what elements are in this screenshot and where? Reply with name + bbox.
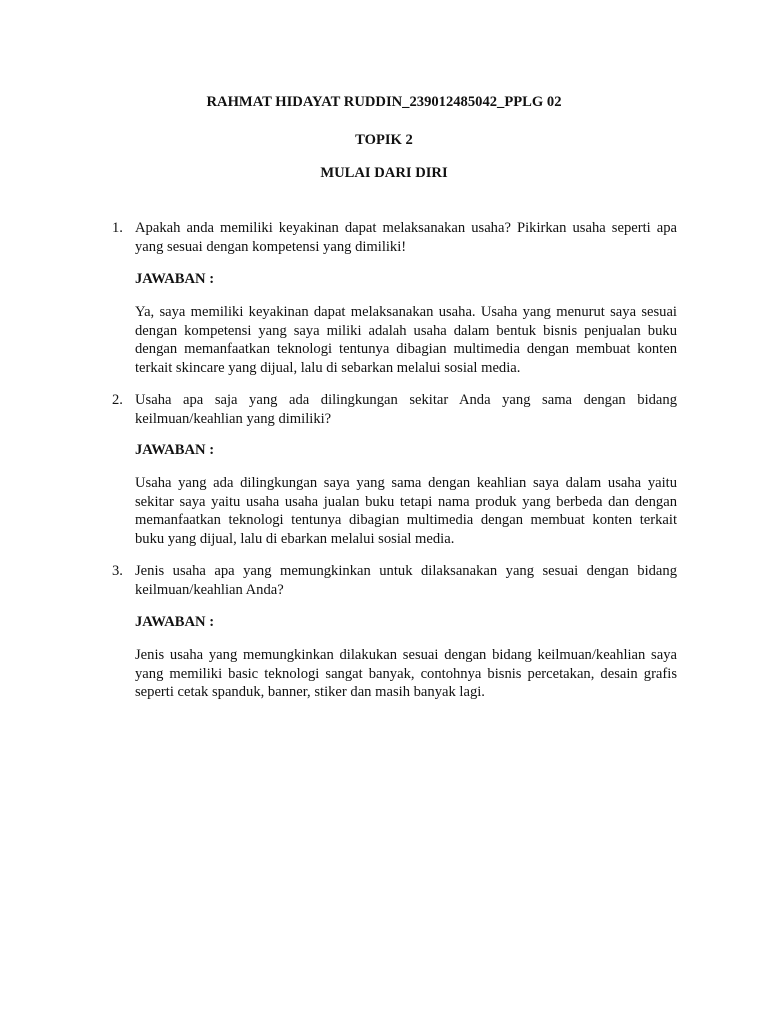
answer-label: JAWABAN : [135, 271, 215, 287]
question-text: Apakah anda memiliki keyakinan dapat melaksanakan usaha? Pikirkan usaha seperti apa yang sesuai dengan kompetensi yang dimiliki! [135, 220, 677, 255]
question-text: Jenis usaha apa yang memungkinkan untuk dilaksanakan yang sesuai dengan bidang keilmuan/keahlian Anda? [135, 563, 677, 598]
answer-text: Jenis usaha yang memungkinkan dilakukan sesuai dengan bidang keilmuan/keahlian saya yang memiliki basic teknologi sangat banyak, contohnya bisnis percetakan, desain grafis seperti cetak spanduk, banner, stiker dan masih banyak lagi. [135, 647, 677, 700]
question-text: Usaha apa saja yang ada dilingkungan sekitar Anda yang sama dengan bidang keilmuan/keahlian yang dimiliki? [135, 392, 677, 427]
topic-title: TOPIK 2 [355, 132, 413, 148]
section-subtitle: MULAI DARI DIRI [320, 165, 448, 181]
question-number: 2. [112, 392, 123, 408]
answer-text: Usaha yang ada dilingkungan saya yang sama dengan keahlian saya dalam usaha yaitu sekitar saya yaitu usaha usaha jualan buku tetapi nama produk yang berbeda dan dengan memanfaatkan teknologi tentunya dibagian multimedia dengan membuat konten terkait buku yang dijual, lalu di ebarkan melalui sosial media. [135, 475, 677, 547]
question-number: 1. [112, 220, 123, 236]
answer-label: JAWABAN : [135, 442, 215, 458]
answer-label: JAWABAN : [135, 614, 215, 630]
answer-text: Ya, saya memiliki keyakinan dapat melaksanakan usaha. Usaha yang menurut saya sesuai dengan kompetensi yang saya miliki adalah usaha dalam bentuk bisnis penjualan buku dengan memanfaatkan teknologi tentunya dibagian multimedia dengan membuat konten terkait skincare yang dijual, lalu di sebarkan melalui sosial media. [135, 304, 677, 376]
question-number: 3. [112, 563, 123, 579]
author-line: RAHMAT HIDAYAT RUDDIN_239012485042_PPLG 02 [206, 94, 562, 110]
